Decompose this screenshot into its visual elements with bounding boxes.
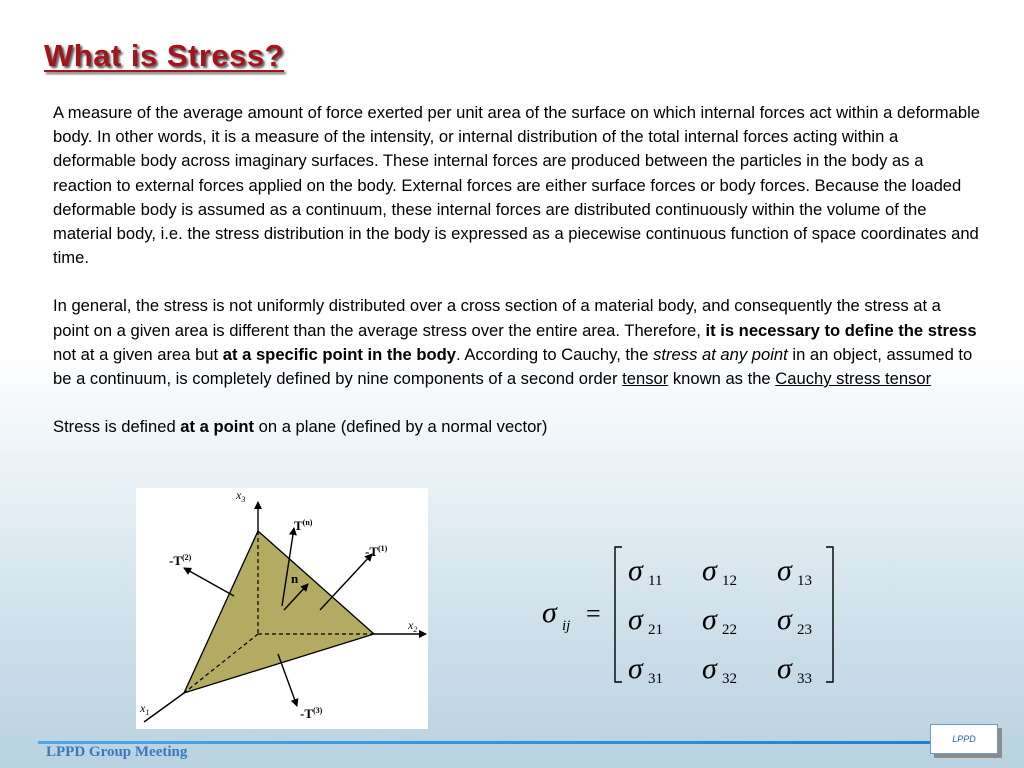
sigma-13-subscript: 13 <box>797 573 812 589</box>
p2-italic-1: stress at any point <box>653 344 788 364</box>
sigma-21-symbol: σ <box>628 603 643 636</box>
p2-text-2: not at a given area but <box>53 344 223 364</box>
p3-text-1: Stress is defined <box>53 417 181 437</box>
p3-text-2: on a plane (defined by a normal vector) <box>254 417 548 437</box>
traction-vector-3 <box>278 654 297 706</box>
right-bracket <box>826 547 833 682</box>
slide-body <box>53 101 981 463</box>
footer-badge <box>930 724 998 754</box>
sigma-31-subscript: 31 <box>648 671 663 687</box>
badge-label: LPPD <box>952 734 976 744</box>
x2-axis-label: $x_2$ <box>408 618 418 634</box>
sigma-11-symbol: σ <box>628 554 643 587</box>
traction-2-label: $-T^{(2)}$ <box>169 553 192 568</box>
tetrahedron-diagram <box>136 488 428 729</box>
tensor-matrix <box>540 542 840 687</box>
sigma-33-symbol: σ <box>777 652 792 685</box>
sigma-ij-symbol: σ <box>542 596 557 629</box>
sigma-ij-subscript: ij <box>562 618 571 634</box>
p2-text-5: known as the <box>668 369 776 389</box>
sigma-12-subscript: 12 <box>722 573 737 589</box>
sigma-33-subscript: 33 <box>797 671 812 687</box>
paragraph-cauchy <box>53 294 981 391</box>
sigma-23-subscript: 23 <box>797 622 812 638</box>
normal-n-label: n <box>291 571 299 586</box>
p2-text-3: . According to Cauchy, the <box>456 344 654 364</box>
tetrahedron-face <box>184 531 374 693</box>
left-bracket <box>615 547 622 682</box>
sigma-31-symbol: σ <box>628 652 643 685</box>
slide-title: What is Stress? <box>44 38 285 73</box>
paragraph-definition: A measure of the average amount of force exerted per unit area of the surface on which internal forces act within a deformable body. In other words, it is a measure of the intensity, or internal distribution of the total internal forces acting within a deformable body across imaginary surfaces. These internal forces are produced between the particles in the body as a reaction to external forces applied on the body. External forces are either surface forces or body forces. Because the loaded deformable body is assumed as a continuum, these internal forces are distributed continuously within the volume of the material body, i.e. the stress distribution in the body is expressed as a piecewise continuous function of space coordinates and time. <box>53 103 981 268</box>
p2-bold-2: at a specific point in the body <box>222 344 457 364</box>
p2-text-1: In general, the stress is not uniformly distributed over a cross section of a material body, and consequently the stress at a point on a given area is different than the average stress over the entire area. Therefore, <box>53 296 941 340</box>
x3-axis-label: $x_3$ <box>236 488 246 504</box>
traction-3-label: $-T^{(3)}$ <box>300 706 323 721</box>
p2-text-4: in an object, assumed to be a continuum, is completely defined by nine components of a second order <box>53 344 973 389</box>
sigma-22-symbol: σ <box>702 603 717 636</box>
cauchy-stress-tensor-link[interactable]: Cauchy stress tensor <box>775 369 932 389</box>
sigma-12-symbol: σ <box>702 554 717 587</box>
traction-1-label: $-T^{(1)}$ <box>365 544 388 559</box>
sigma-22-subscript: 22 <box>722 622 737 638</box>
cauchy-stress-tensor-equation <box>540 542 840 687</box>
traction-vector-2 <box>184 568 234 596</box>
sigma-13-symbol: σ <box>777 554 792 587</box>
x1-axis <box>144 693 184 722</box>
traction-n-label: $T^{(n)}$ <box>294 518 313 533</box>
stress-tetrahedron-figure <box>136 488 428 729</box>
paragraph-point <box>53 415 981 439</box>
sigma-32-subscript: 32 <box>722 671 737 687</box>
equals-sign: = <box>586 599 601 628</box>
p2-bold-1: it is necessary to define the stress <box>705 320 977 340</box>
sigma-23-symbol: σ <box>777 603 792 636</box>
sigma-32-symbol: σ <box>702 652 717 685</box>
traction-vector-1 <box>320 554 372 610</box>
sigma-21-subscript: 21 <box>648 622 663 638</box>
p3-bold-1: at a point <box>180 417 255 437</box>
footer-title: LPPD Group Meeting <box>46 744 188 760</box>
sigma-11-subscript: 11 <box>648 573 663 589</box>
tensor-link[interactable]: tensor <box>622 369 669 389</box>
x1-axis-label: $x_1$ <box>140 701 150 717</box>
